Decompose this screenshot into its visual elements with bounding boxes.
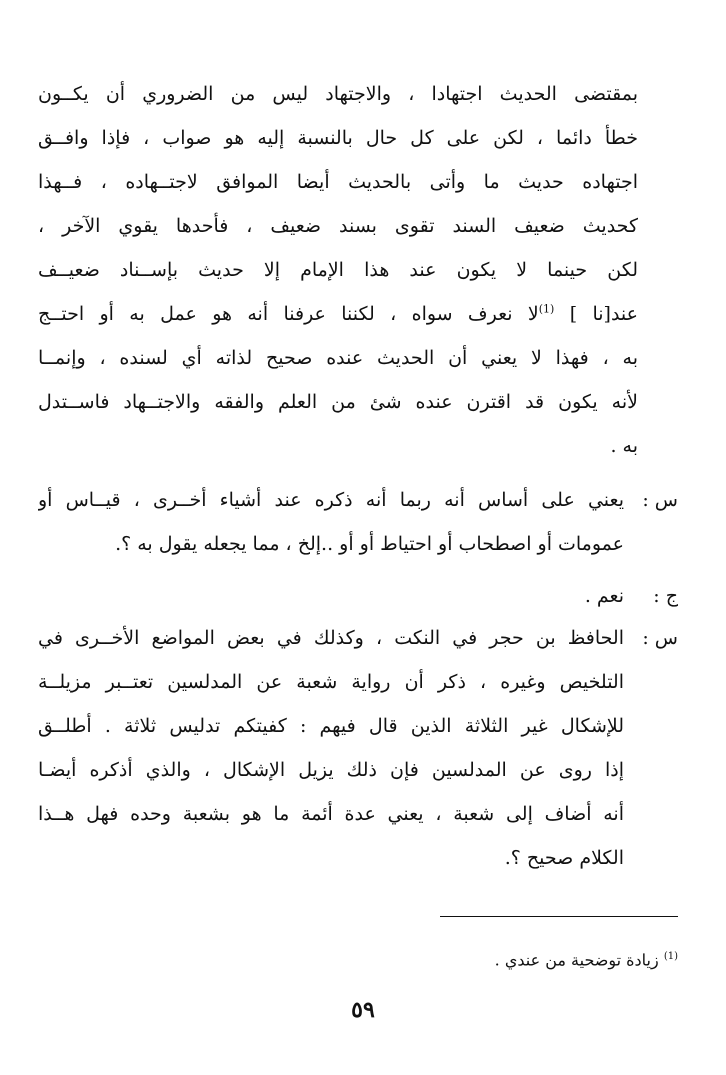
paragraph-1-line-6 [38, 292, 638, 336]
paragraph-1-line-1: بمقتضى الحديث اجتهادا ، والاجتهاد ليس من الضروري أن يكــون [38, 83, 638, 105]
paragraph-1-line-6-rest: لا نعرف سواه ، لكننا عرفنا أنه هو عمل به أو احتــج [38, 303, 539, 325]
paragraph-1-line-8: لأنه يكون قد اقترن عنده شئ من العلم والفقه والاجتــهاد فاســتدل [38, 391, 638, 413]
question-1-line-1: يعني على أساس أنه ربما أنه ذكره عند أشياء أخــرى ، قيــاس أو [38, 489, 624, 511]
page-number: ٥٩ [351, 997, 375, 1023]
answer-1-line-1: نعم . [584, 585, 624, 607]
question-2-line-4: إذا روى عن المدلسين فإن ذلك يزيل الإشكال ، والذي أذكره أيضـا [38, 759, 624, 781]
question-1-line-2: عمومات أو اصطحاب أو احتياط أو أو ..إلخ ، مما يجعله يقول به ؟. [115, 533, 624, 555]
paragraph-1-line-3: اجتهاده حديث ما وأتى بالحديث أيضا الموافق لاجتــهاده ، فــهذا [38, 171, 638, 193]
paragraph-1-line-9: به . [610, 435, 638, 457]
question-2-line-2: التلخيص وغيره ، ذكر أن رواية شعبة عن المدلسين تعتــبر مزيلــة [38, 671, 624, 693]
question-2-line-5: أنه أضاف إلى شعبة ، يعني عدة أئمة ما هو بشعبة وحده فهل هــذا [38, 803, 624, 825]
paragraph-1-line-6-start: عند[نا ] [554, 303, 638, 325]
paragraph-1-line-7: به ، فهذا لا يعني أن الحديث عنده صحيح لذاته أي لسنده ، وإنمــا [38, 347, 638, 369]
footnote-reference-marker: (1) [538, 302, 555, 316]
footnote-separator [440, 916, 678, 917]
footnote-text: زيادة توضحية من عندي . [494, 950, 659, 970]
question-marker: س : [642, 627, 678, 649]
question-2-line-1: الحافظ بن حجر في النكت ، وكذلك في بعض المواضع الأخــرى في [38, 627, 624, 649]
paragraph-1-line-5: لكن حينما لا يكون عند هذا الإمام إلا حديث بإســناد ضعيــف [38, 259, 638, 281]
footnote-number: (1) [663, 951, 678, 962]
paragraph-1-line-2: خطأ دائما ، لكن على كل حال بالنسبة إليه هو صواب ، فإذا وافــق [38, 127, 638, 149]
answer-marker: ج : [653, 585, 678, 607]
question-marker: س : [642, 489, 678, 511]
question-2-line-3: للإشكال غير الثلاثة الذين قال فيهم : كفيتكم تدليس ثلاثة . أطلــق [38, 715, 624, 737]
paragraph-1-line-4: كحديث ضعيف السند تقوى بسند ضعيف ، فأحدها يقوي الآخر ، [38, 215, 638, 237]
footnote [495, 942, 678, 972]
question-2-line-6: الكلام صحيح ؟. [504, 847, 624, 869]
